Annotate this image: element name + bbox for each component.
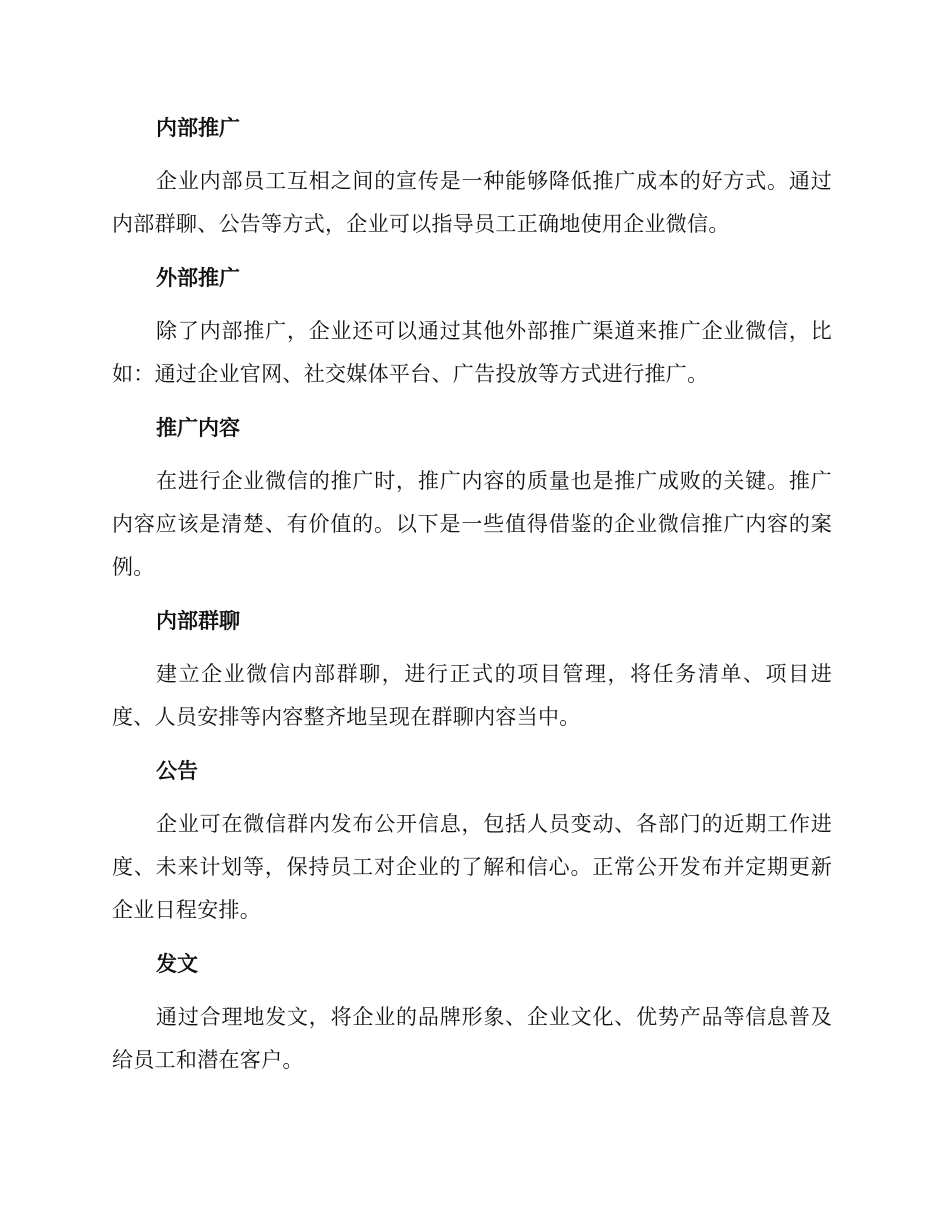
section-announcement xyxy=(112,751,832,932)
section-external-promotion xyxy=(112,258,832,396)
section-paragraph: 在进行企业微信的推广时，推广内容的质量也是推广成败的关键。推广内容应该是清楚、有价值的。以下是一些值得借鉴的企业微信推广内容的案例。 xyxy=(112,469,832,579)
section-heading: 外部推广 xyxy=(156,266,240,290)
section-heading: 内部群聊 xyxy=(156,609,240,633)
section-internal-promotion xyxy=(112,108,832,246)
section-promotion-content xyxy=(112,408,832,589)
section-heading: 公告 xyxy=(156,759,198,783)
section-paragraph: 除了内部推广，企业还可以通过其他外部推广渠道来推广企业微信，比如：通过企业官网、社交媒体平台、广告投放等方式进行推广。 xyxy=(112,319,832,386)
document-page xyxy=(112,108,832,1094)
section-paragraph: 通过合理地发文，将企业的品牌形象、企业文化、优势产品等信息普及给员工和潜在客户。 xyxy=(112,1005,832,1072)
section-paragraph: 企业内部员工互相之间的宣传是一种能够降低推广成本的好方式。通过内部群聊、公告等方式，企业可以指导员工正确地使用企业微信。 xyxy=(112,169,832,236)
section-paragraph: 建立企业微信内部群聊，进行正式的项目管理，将任务清单、项目进度、人员安排等内容整齐地呈现在群聊内容当中。 xyxy=(112,662,832,729)
section-paragraph: 企业可在微信群内发布公开信息，包括人员变动、各部门的近期工作进度、未来计划等，保持员工对企业的了解和信心。正常公开发布并定期更新企业日程安排。 xyxy=(112,812,832,922)
section-heading: 发文 xyxy=(156,952,198,976)
section-internal-group-chat xyxy=(112,601,832,739)
section-heading: 推广内容 xyxy=(156,416,240,440)
section-heading: 内部推广 xyxy=(156,116,240,140)
section-publishing xyxy=(112,944,832,1082)
